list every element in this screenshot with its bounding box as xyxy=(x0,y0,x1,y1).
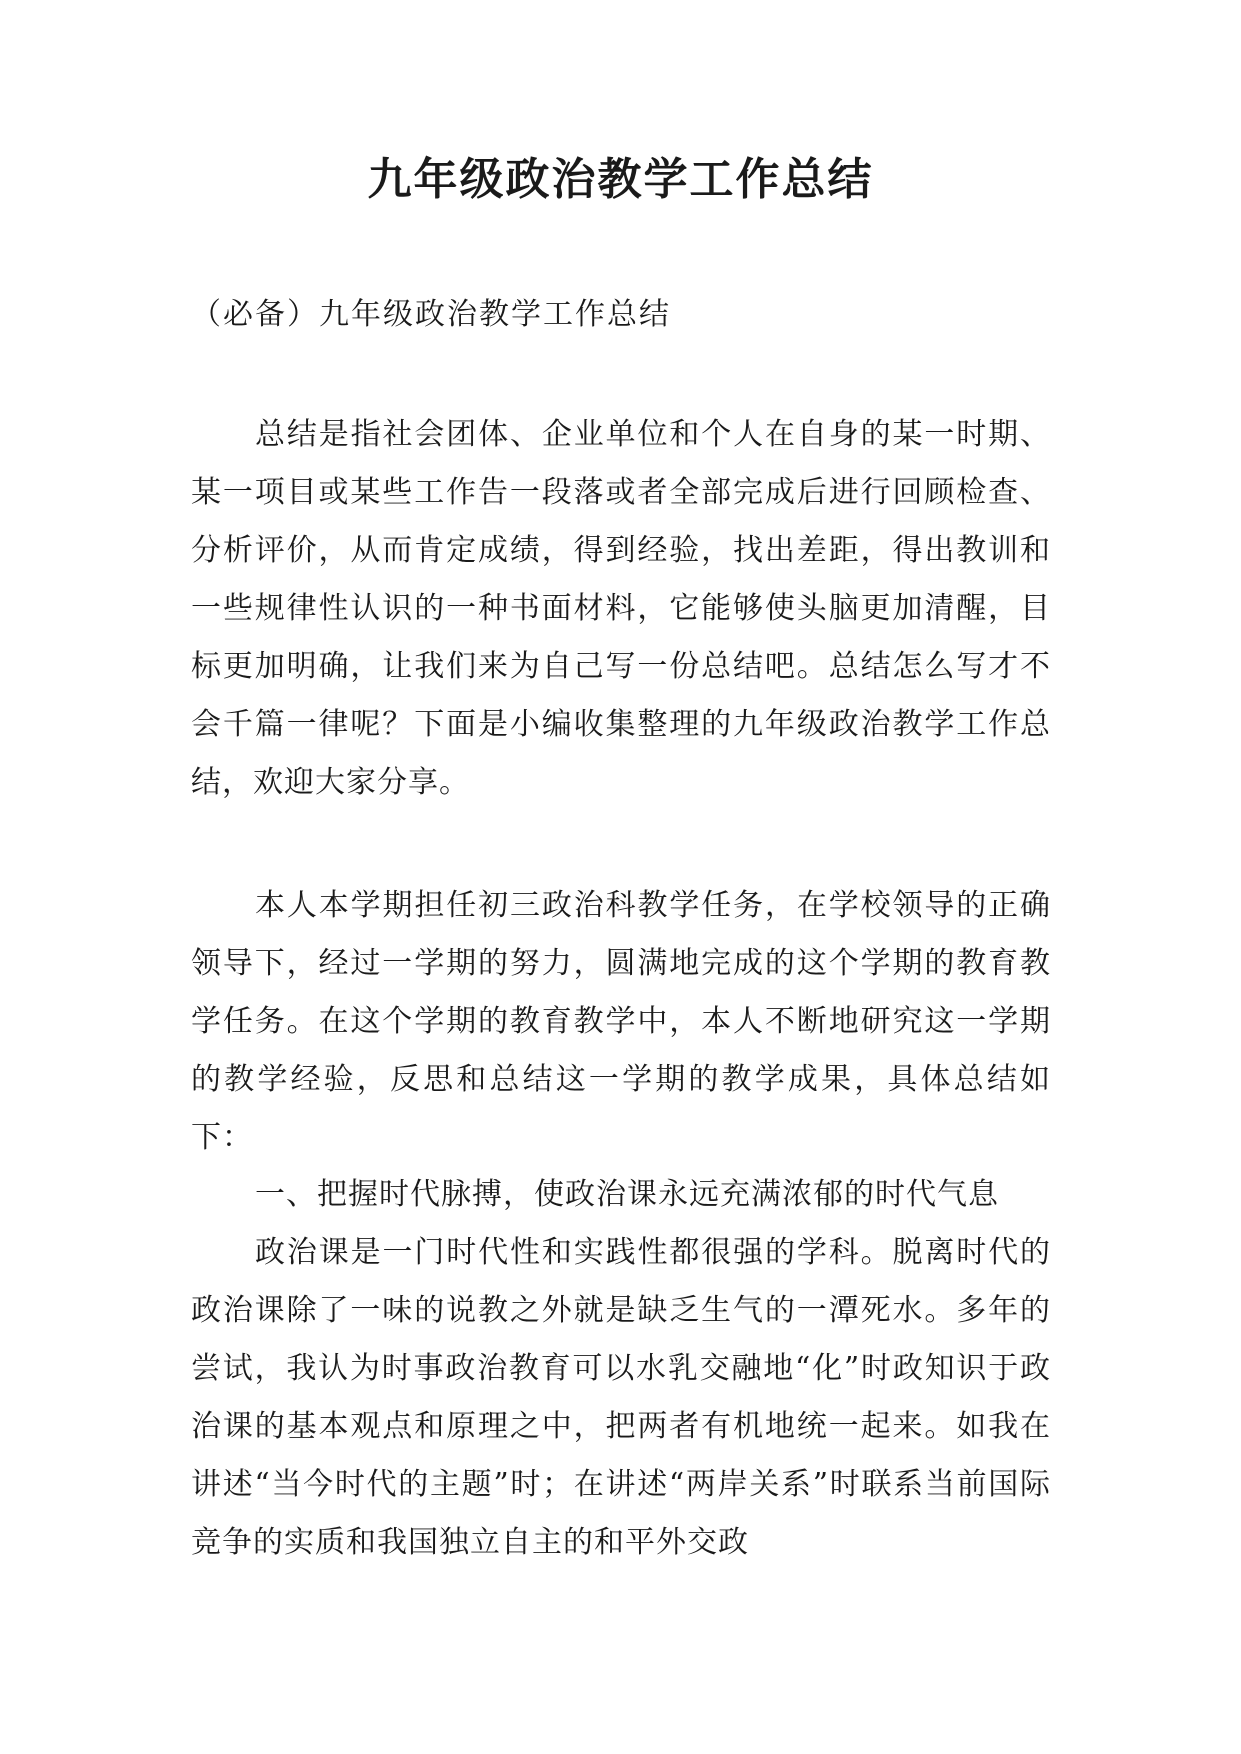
intro-paragraph: 总结是指社会团体、企业单位和个人在自身的某一时期、某一项目或某些工作告一段落或者全部完成后进行回顾检查、分析评价，从而肯定成绩，得到经验，找出差距，得出教训和一些规律性认识的一种书面材料，它能够使头脑更加清醒，目标更加明确，让我们来为自己写一份总结吧。总结怎么写才不会千篇一律呢？下面是小编收集整理的九年级政治教学工作总结，欢迎大家分享。 xyxy=(191,417,1051,800)
section-1-heading: 一、把握时代脉搏，使政治课永远充满浓郁的时代气息 xyxy=(255,1177,999,1212)
opening-paragraph: 本人本学期担任初三政治科教学任务，在学校领导的正确领导下，经过一学期的努力，圆满地完成的这个学期的教育教学任务。在这个学期的教育教学中，本人不断地研究这一学期的教学经验，反思和总结这一学期的教学成果，具体总结如下： xyxy=(191,888,1051,1155)
document-title: 九年级政治教学工作总结 xyxy=(367,154,874,205)
section-1-body: 政治课是一门时代性和实践性都很强的学科。脱离时代的政治课除了一味的说教之外就是缺乏生气的一潭死水。多年的尝试，我认为时事政治教育可以水乳交融地“化”时政知识于政治课的基本观点和原理之中，把两者有机地统一起来。如我在讲述“当今时代的主题”时；在讲述“两岸关系”时联系当前国际竞争的实质和我国独立自主的和平外交政 xyxy=(191,1235,1051,1560)
document-subtitle: （必备）九年级政治教学工作总结 xyxy=(191,297,671,332)
